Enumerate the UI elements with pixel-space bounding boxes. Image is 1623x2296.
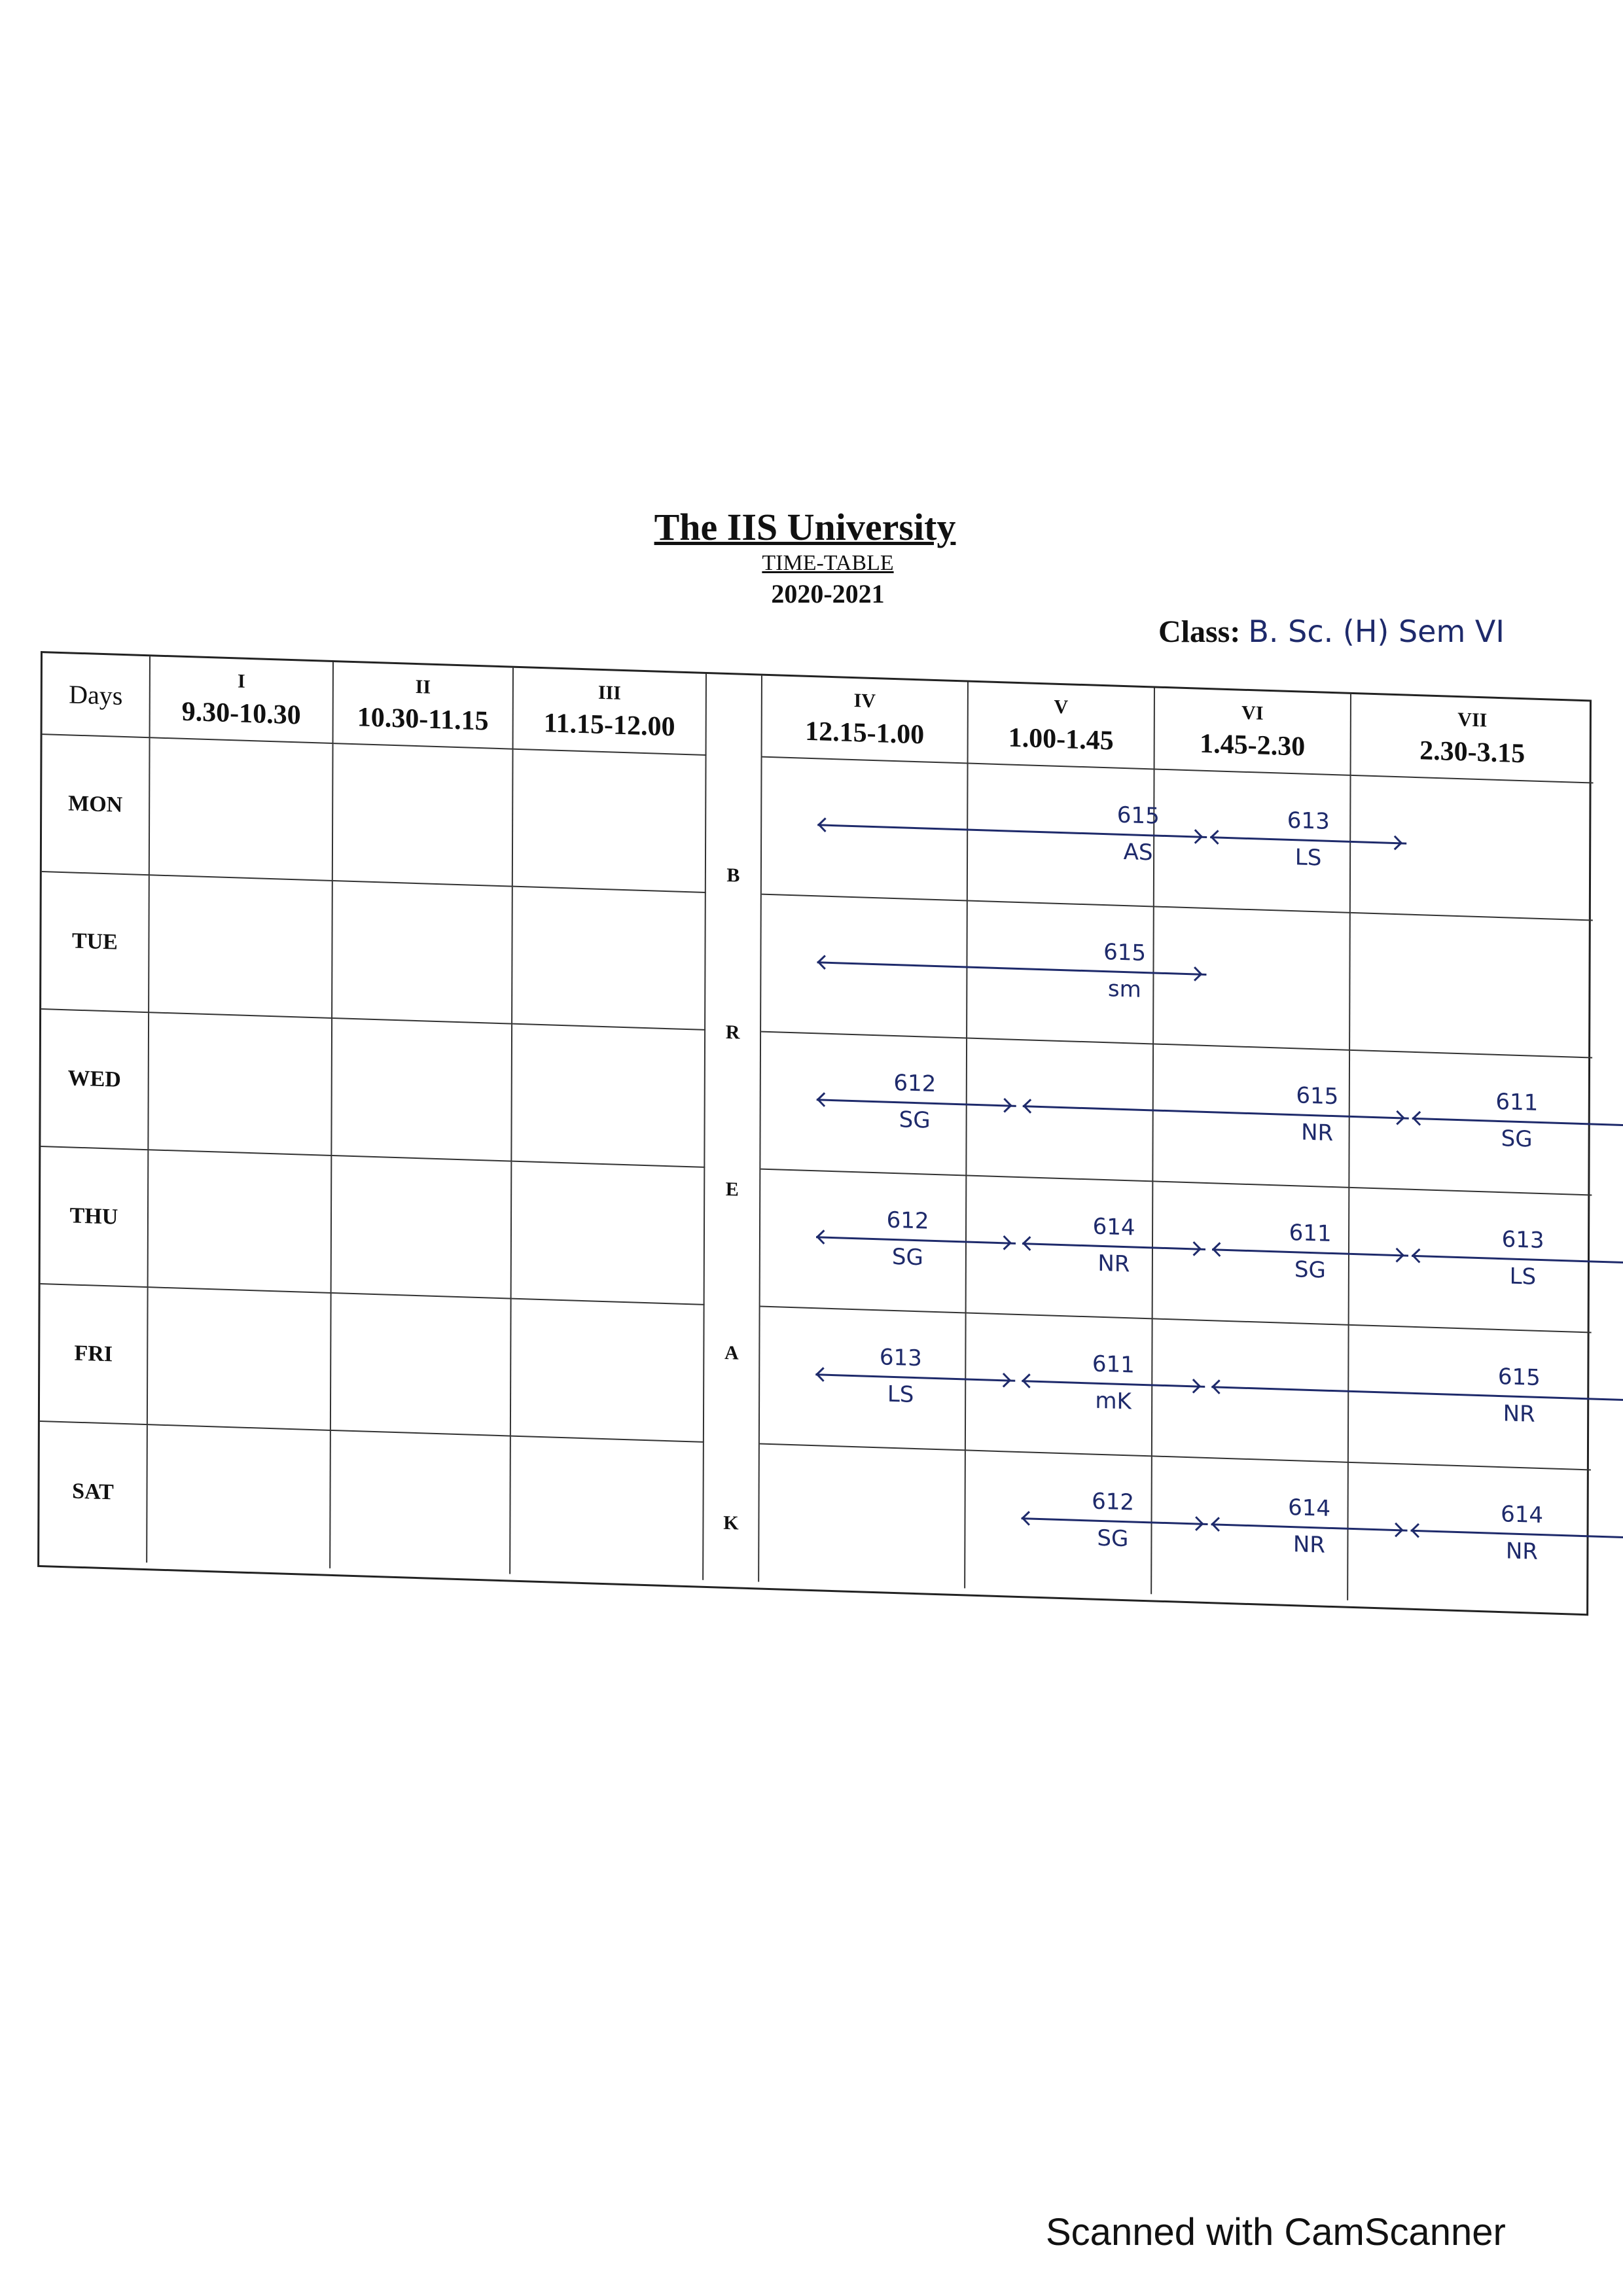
teacher-initials: SG [891, 1243, 923, 1271]
span-arrow [1211, 1523, 1408, 1531]
class-entry [815, 1338, 1015, 1410]
period-header-5 [969, 682, 1155, 770]
class-entry [1211, 1488, 1407, 1559]
timetable-cell [330, 1431, 511, 1574]
period-roman: V [1054, 696, 1069, 718]
timetable-cell [1350, 913, 1593, 1059]
university-title: The IIS University [654, 506, 956, 548]
days-column-header: Days [43, 653, 151, 738]
period-roman: I [237, 669, 245, 692]
day-label-fri: FRI [40, 1284, 149, 1425]
teacher-initials: SG [1501, 1125, 1533, 1153]
class-entry [1210, 801, 1406, 872]
period-time: 12.15-1.00 [805, 716, 925, 750]
class-entry [1412, 1082, 1623, 1155]
course-code: 612 [1092, 1488, 1135, 1516]
timetable-cell [331, 1294, 512, 1437]
timetable-cell [332, 1019, 512, 1162]
period-time: 10.30-11.15 [357, 701, 489, 737]
period-header-2 [334, 662, 514, 750]
day-label-mon: MON [42, 735, 151, 875]
teacher-initials: NR [1097, 1250, 1130, 1278]
period-time: 11.15-12.00 [543, 707, 675, 742]
timetable-cell [149, 1013, 332, 1156]
span-arrow [1210, 836, 1406, 844]
timetable-cell [149, 1150, 332, 1294]
teacher-initials: SG [1294, 1256, 1326, 1284]
course-code: 614 [1092, 1213, 1135, 1241]
period-time: 2.30-3.15 [1419, 735, 1525, 769]
break-letter: E [725, 1178, 739, 1201]
timetable-cell [333, 744, 514, 887]
teacher-initials: NR [1503, 1400, 1535, 1428]
period-header-7 [1351, 694, 1594, 784]
timetable-cell [511, 1299, 705, 1443]
period-header-1 [151, 656, 334, 744]
span-arrow [1411, 1530, 1623, 1539]
course-code: 614 [1288, 1494, 1331, 1522]
period-roman: IV [853, 689, 876, 712]
class-label: Class: [1158, 614, 1241, 649]
timetable-cell [512, 1025, 705, 1168]
class-value: B. Sc. (H) Sem VI [1248, 614, 1505, 649]
span-arrow [1412, 1255, 1623, 1264]
class-entry [817, 926, 1206, 1004]
break-letter: B [726, 864, 740, 887]
timetable-grid [37, 651, 1592, 1616]
period-header-6 [1155, 688, 1351, 776]
class-entry [1212, 1213, 1408, 1284]
timetable-cell [512, 1162, 705, 1305]
span-arrow [817, 1099, 1016, 1107]
course-code: 615 [1103, 939, 1147, 967]
break-column [704, 674, 762, 1582]
teacher-initials: NR [1505, 1538, 1539, 1565]
course-code: 613 [1501, 1226, 1544, 1254]
period-time: 1.00-1.45 [1008, 722, 1114, 756]
break-letter: R [725, 1021, 740, 1044]
class-entry [816, 1201, 1016, 1273]
course-code: 613 [1287, 807, 1330, 835]
timetable-cell [150, 738, 334, 881]
course-code: 615 [1116, 802, 1160, 830]
timetable-cell [332, 1156, 512, 1299]
course-code: 615 [1497, 1363, 1541, 1392]
course-code: 612 [886, 1207, 929, 1235]
course-code: 612 [893, 1069, 936, 1097]
teacher-initials: SG [899, 1106, 931, 1134]
timetable-cell [147, 1425, 331, 1568]
day-label-tue: TUE [41, 872, 150, 1013]
teacher-initials: LS [1509, 1263, 1537, 1290]
timetable-subtitle: TIME-TABLE [762, 551, 894, 575]
course-code: 613 [879, 1344, 922, 1372]
timetable-cell [332, 881, 513, 1025]
timetable-cell [512, 887, 706, 1031]
teacher-initials: SG [1097, 1525, 1129, 1553]
timetable-cell [148, 1288, 332, 1431]
class-entry [1022, 1207, 1205, 1279]
course-code: 614 [1501, 1501, 1544, 1529]
period-roman: III [597, 681, 621, 704]
timetable-cell [513, 750, 707, 893]
class-entry [1021, 1482, 1207, 1553]
course-code: 611 [1289, 1219, 1332, 1247]
period-header-3 [514, 668, 707, 756]
period-time: 9.30-10.30 [181, 696, 301, 730]
teacher-initials: mK [1095, 1387, 1132, 1415]
period-roman: II [415, 675, 431, 698]
timetable-cell [759, 1445, 966, 1589]
course-code: 615 [1296, 1082, 1339, 1110]
timetable-cell [149, 875, 333, 1019]
period-roman: VII [1457, 708, 1488, 731]
scanner-watermark: Scanned with CamScanner [1046, 2211, 1506, 2253]
teacher-initials: NR [1301, 1119, 1334, 1147]
break-letter: K [723, 1511, 739, 1534]
class-entry [1211, 1351, 1623, 1429]
course-code: 611 [1092, 1351, 1135, 1379]
course-code: 611 [1495, 1088, 1539, 1116]
day-label-wed: WED [41, 1010, 149, 1150]
break-letter: A [724, 1341, 739, 1364]
teacher-initials: LS [887, 1381, 914, 1408]
document-header [0, 497, 1623, 649]
period-header-4 [762, 676, 969, 764]
period-roman: VI [1241, 701, 1264, 724]
day-label-thu: THU [41, 1147, 149, 1288]
span-arrow [1412, 1118, 1623, 1127]
teacher-initials: NR [1293, 1531, 1326, 1559]
class-entry [817, 788, 1207, 866]
class-entry [817, 1063, 1016, 1135]
teacher-initials: LS [1294, 844, 1322, 872]
timetable-cell [510, 1437, 704, 1580]
class-entry [1412, 1220, 1623, 1292]
class-info [1158, 614, 1505, 650]
teacher-initials: AS [1123, 838, 1153, 866]
span-arrow [1212, 1248, 1408, 1256]
class-entry [1023, 1070, 1409, 1148]
day-label-sat: SAT [39, 1422, 148, 1563]
academic-year: 2020-2021 [771, 579, 885, 609]
period-time: 1.45-2.30 [1200, 728, 1306, 762]
teacher-initials: sm [1107, 976, 1141, 1003]
class-entry [1022, 1345, 1205, 1416]
class-entry [1410, 1494, 1623, 1567]
